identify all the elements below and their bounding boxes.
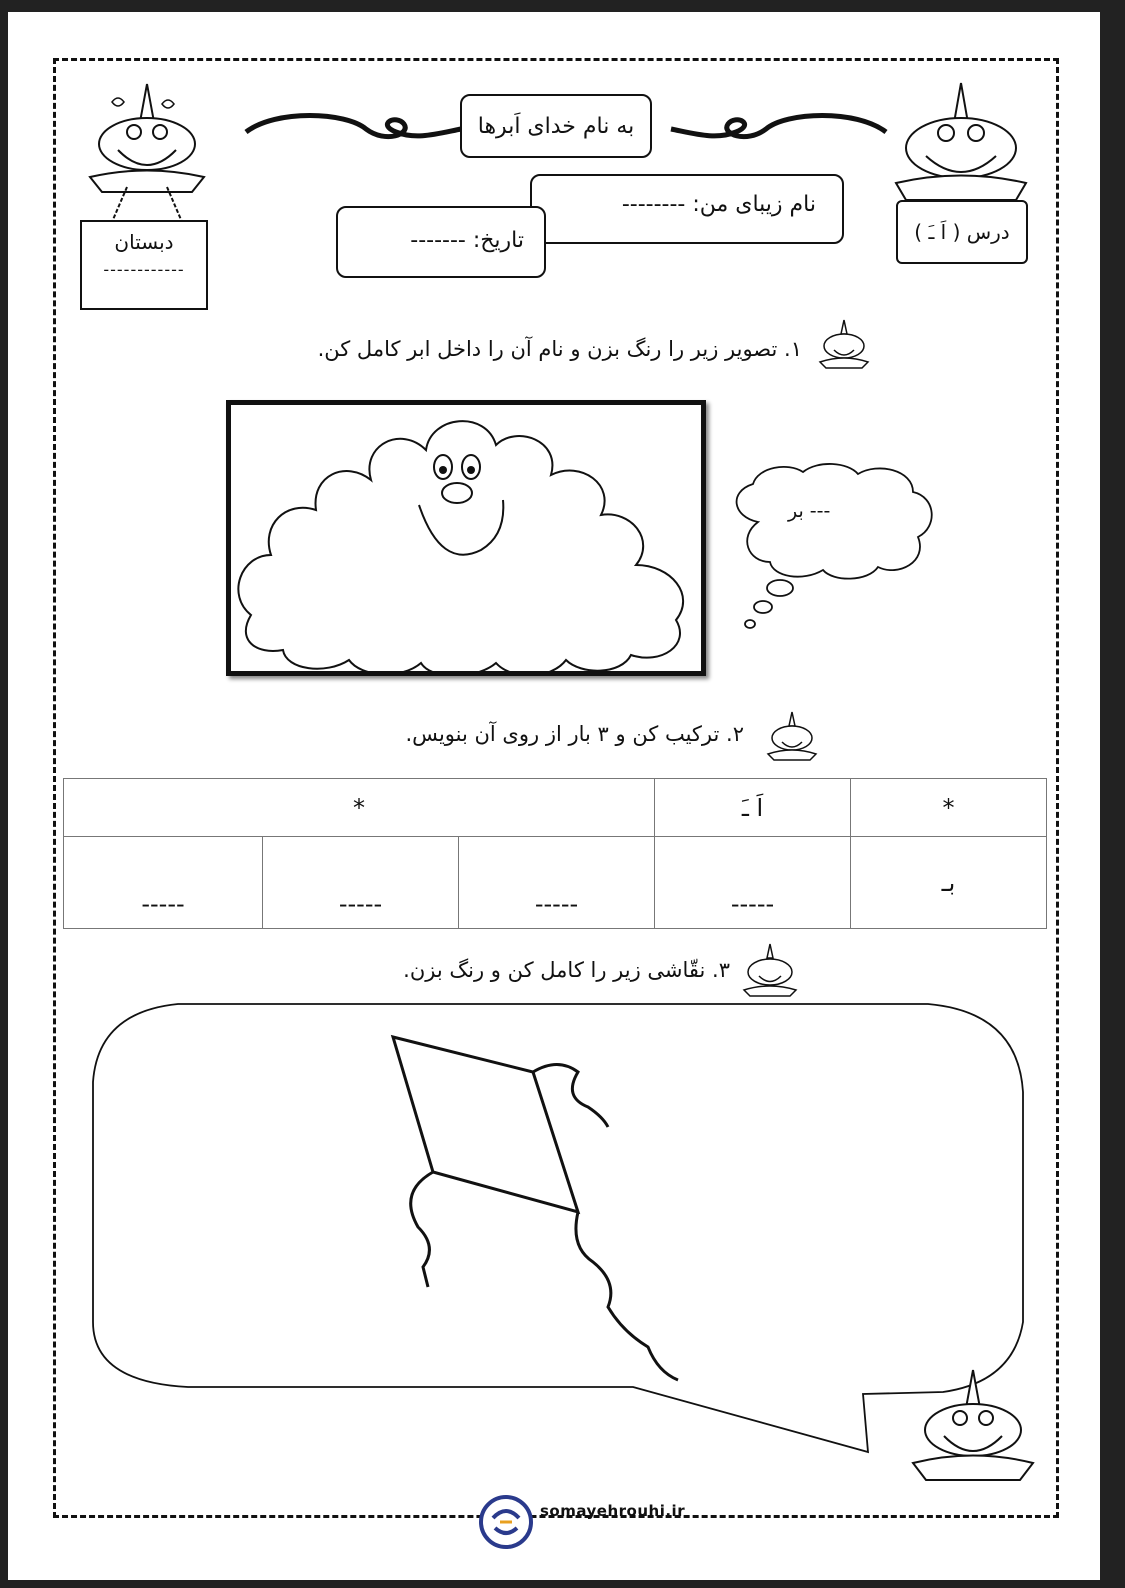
question-3-mascot-icon <box>740 942 800 998</box>
question-2-text: ۲. ترکیب کن و ۳ بار از روی آن بنویس. <box>405 722 744 746</box>
combination-table <box>63 778 1047 929</box>
mascot-top-left-icon <box>82 82 212 222</box>
question-2-mascot-icon <box>764 710 820 762</box>
thought-bubble <box>728 462 940 632</box>
table-cell: اَ ـَ <box>655 779 851 837</box>
mascot-bottom-right-icon <box>908 1368 1038 1498</box>
site-logo-icon <box>478 1494 534 1550</box>
table-cell[interactable]: ----- <box>459 837 655 929</box>
table-cell[interactable]: ----- <box>263 837 459 929</box>
school-sign-board <box>80 220 208 310</box>
footer-site-link[interactable]: somayehrouhi.ir <box>540 1502 686 1520</box>
school-label: دبستان <box>114 230 174 254</box>
question-1-mascot-icon <box>816 318 872 370</box>
table-cell[interactable]: ----- <box>64 837 263 929</box>
table-cell: * <box>851 779 1047 837</box>
lesson-box: درس ( اَ ـَ ) <box>896 200 1028 264</box>
cloud-picture-frame <box>226 400 706 676</box>
table-cell: * <box>64 779 655 837</box>
table-cell: بـ <box>851 837 1047 929</box>
name-field-box[interactable]: نام زیبای من: -------- <box>530 174 844 244</box>
date-field-box[interactable]: تاریخ: ------- <box>336 206 546 278</box>
mascot-top-right-icon <box>886 78 1036 208</box>
question-3-text: ۳. نقّاشی زیر را کامل کن و رنگ بزن. <box>403 958 730 982</box>
table-row <box>64 837 1047 929</box>
kite-drawing-area[interactable] <box>88 1002 1038 1462</box>
smiling-cloud-icon <box>231 405 701 671</box>
worksheet-page <box>8 12 1100 1580</box>
question-1-text: ۱. تصویر زیر را رنگ بزن و نام آن را داخل ابر کامل کن. <box>317 337 802 361</box>
school-line[interactable]: ------------ <box>103 260 185 279</box>
table-row <box>64 779 1047 837</box>
title-box: به نام خدای اَبرها <box>460 94 652 158</box>
bubble-text[interactable]: --- بر <box>788 500 831 522</box>
table-cell[interactable]: ----- <box>655 837 851 929</box>
